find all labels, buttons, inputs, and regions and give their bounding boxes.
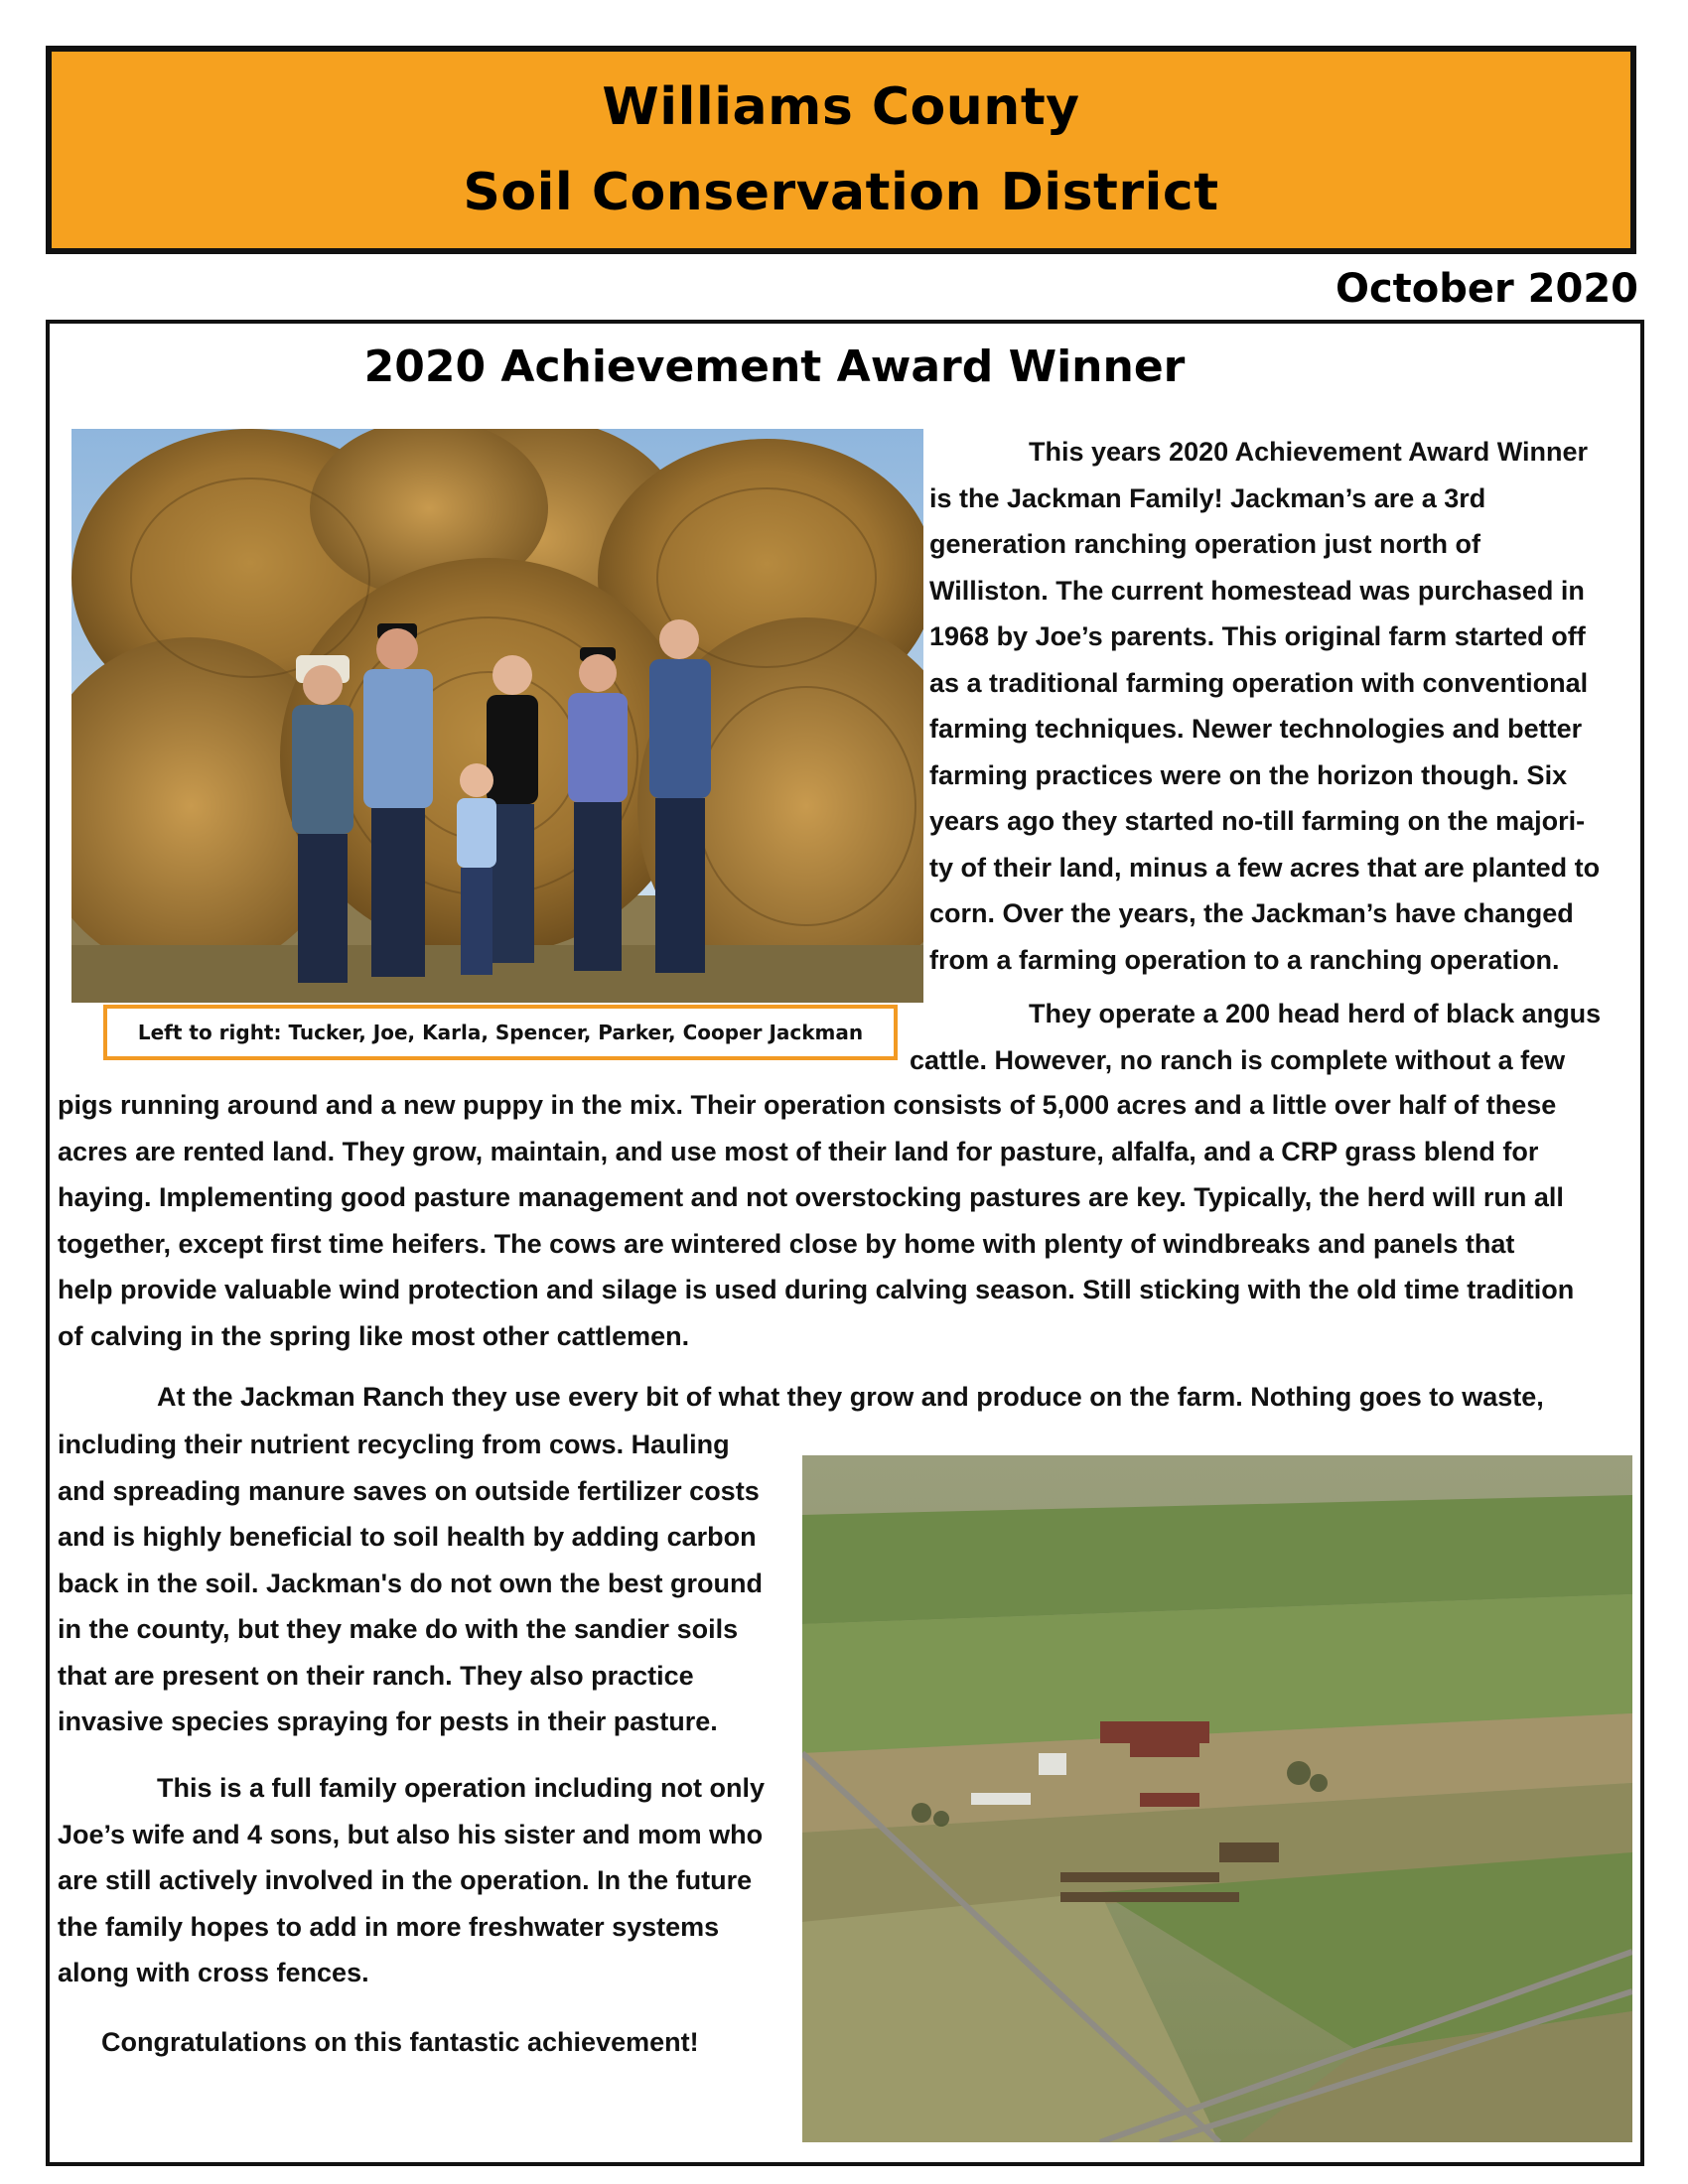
para1-line: farming techniques. Newer technologies and better (929, 714, 1583, 744)
article-headline: 2020 Achievement Award Winner (363, 341, 1186, 392)
congratulations-text: Congratulations on this fantastic achievement! (101, 2027, 699, 2057)
paragraph-4 (58, 1765, 765, 1996)
paragraph-1 (929, 429, 1600, 983)
aerial-ranch-illustration (802, 1455, 1632, 2142)
paragraph-3 (58, 1422, 763, 1745)
para1-line: This years 2020 Achievement Award Winner (1029, 437, 1588, 467)
para3-line: and spreading manure saves on outside fertilizer costs (58, 1475, 760, 1506)
para3-line: and is highly beneficial to soil health by adding carbon (58, 1522, 757, 1552)
para4-line: are still actively involved in the operation. In the future (58, 1865, 753, 1895)
para2-line: of calving in the spring like most other cattlemen. (58, 1320, 690, 1351)
para4-line: Joe’s wife and 4 sons, but also his sister and mom who (58, 1819, 764, 1849)
para1-line: from a farming operation to a ranching operation. (929, 944, 1560, 975)
para1-line: years ago they started no-till farming on the majori- (929, 806, 1586, 836)
photo-caption: Left to right: Tucker, Joe, Karla, Spencer, Parker, Cooper Jackman (103, 1005, 898, 1060)
para2-line: acres are rented land. They grow, maintain, and use most of their land for pasture, alfalfa, and a CRP grass blend for (58, 1136, 1539, 1166)
para2-line: They operate a 200 head herd of black angus (1029, 999, 1602, 1028)
masthead-county: Williams County (602, 77, 1080, 137)
para1-line: farming practices were on the horizon though. Six (929, 759, 1568, 790)
para4-line: the family hopes to add in more freshwater systems (58, 1911, 720, 1942)
family-photo (71, 429, 923, 1003)
para3-line: in the county, but they make do with the sandier soils (58, 1614, 739, 1644)
para3-line: invasive species spraying for pests in their pasture. (58, 1706, 718, 1736)
para3-line: including their nutrient recycling from cows. Hauling (58, 1430, 730, 1459)
para1-line: ty of their land, minus a few acres that are planted to (929, 852, 1601, 883)
para2-line: help provide valuable wind protection and silage is used during calving season. Still sticking with the old time tradition (58, 1275, 1575, 1304)
para2-line: cattle. However, no ranch is complete without a few (910, 1044, 1566, 1075)
para4-line: This is a full family operation including not only (157, 1773, 766, 1803)
para2-line: pigs running around and a new puppy in the mix. Their operation consists of 5,000 acres and a little over half of these (58, 1090, 1557, 1120)
para1-line: as a traditional farming operation with conventional (929, 667, 1589, 698)
para3-line: At the Jackman Ranch they use every bit of what they grow and produce on the farm. Nothing goes to waste, (157, 1382, 1544, 1412)
closing-line (58, 2019, 699, 2066)
para1-line: generation ranching operation just north of (929, 529, 1481, 559)
aerial-farm-photo (802, 1455, 1632, 2142)
masthead-banner (46, 46, 1636, 254)
para1-line: 1968 by Joe’s parents. This original farm started off (929, 621, 1586, 651)
para3-line: that are present on their ranch. They also practice (58, 1660, 694, 1691)
para1-line: corn. Over the years, the Jackman’s have changed (929, 898, 1574, 928)
para3-line: back in the soil. Jackman's do not own the best ground (58, 1568, 764, 1598)
paragraph-2-start (910, 991, 1602, 1083)
paragraph-3-start (58, 1374, 1544, 1421)
article-frame (46, 320, 1644, 2166)
para2-line: together, except first time heifers. The cows are wintered close by home with plenty of windbreaks and panels that (58, 1228, 1515, 1259)
para4-line: along with cross fences. (58, 1958, 369, 1987)
family-hay-bales-illustration (71, 429, 923, 1003)
paragraph-2 (58, 1082, 1574, 1359)
para2-line: haying. Implementing good pasture management and not overstocking pastures are key. Typically, the herd will run all (58, 1182, 1564, 1212)
masthead-district: Soil Conservation District (463, 163, 1219, 222)
para1-line: Williston. The current homestead was purchased in (929, 575, 1585, 606)
issue-date: October 2020 (1335, 266, 1638, 312)
para1-line: is the Jackman Family! Jackman’s are a 3rd (929, 482, 1486, 513)
